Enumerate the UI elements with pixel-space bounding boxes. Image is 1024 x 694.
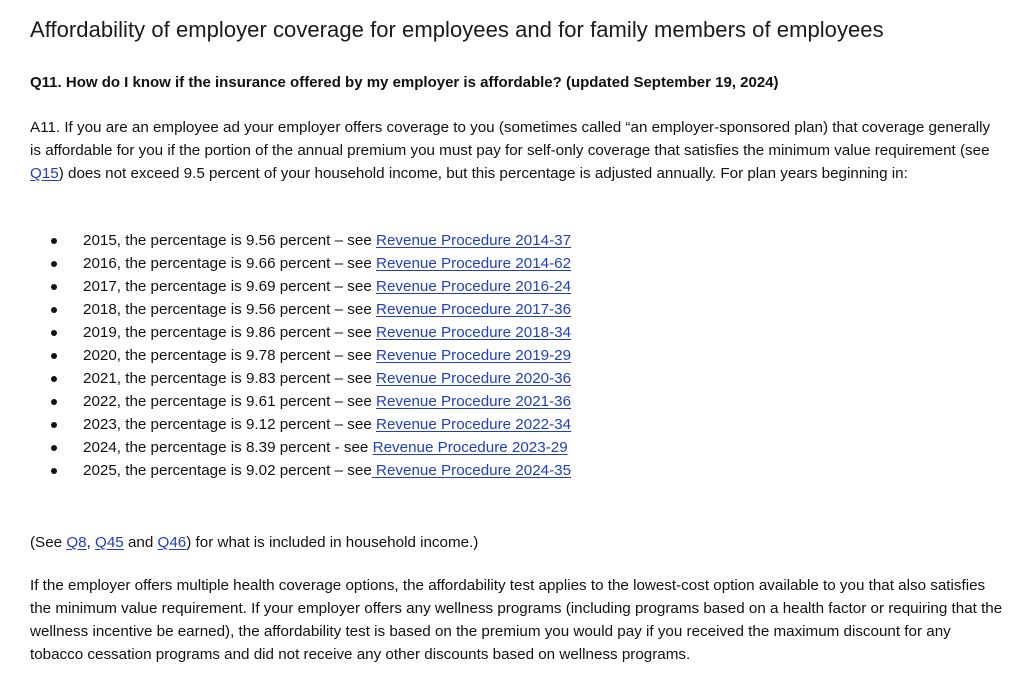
- list-item-text: 2021, the percentage is 9.83 percent – see: [83, 370, 376, 387]
- percentage-by-year-list: [30, 229, 571, 482]
- list-item: [30, 298, 571, 321]
- list-item-text: 2018, the percentage is 9.56 percent – see: [83, 301, 376, 318]
- list-item-text: 2017, the percentage is 9.69 percent – see: [83, 278, 376, 295]
- revenue-procedure-link[interactable]: Revenue Procedure 2016-24: [376, 278, 572, 295]
- q8-link[interactable]: Q8: [66, 534, 87, 551]
- list-item: [30, 344, 571, 367]
- bullet-icon: [51, 353, 57, 359]
- bullet-icon: [51, 376, 57, 382]
- list-item: [30, 252, 571, 275]
- bullet-icon: [51, 422, 57, 428]
- bullet-icon: [51, 307, 57, 313]
- question-heading: Q11. How do I know if the insurance offered by my employer is affordable? (updated September 19, 2024): [30, 74, 779, 91]
- list-item-text: 2020, the percentage is 9.78 percent – see: [83, 347, 376, 364]
- see-also-sep2: and: [123, 534, 158, 551]
- revenue-procedure-link[interactable]: Revenue Procedure 2021-36: [376, 393, 572, 410]
- bullet-icon: [51, 468, 57, 474]
- page-title: Affordability of employer coverage for employees and for family members of employees: [30, 17, 884, 42]
- list-item: [30, 229, 571, 252]
- revenue-procedure-link[interactable]: Revenue Procedure 2017-36: [376, 301, 572, 318]
- list-item: [30, 367, 571, 390]
- bullet-icon: [51, 445, 57, 451]
- list-item-text: 2024, the percentage is 8.39 percent - see: [83, 439, 373, 456]
- revenue-procedure-link[interactable]: Revenue Procedure 2023-29: [372, 439, 568, 456]
- wellness-paragraph: If the employer offers multiple health coverage options, the affordability test applies to the lowest-cost option available to you that also satisfies the minimum value requirement. If your employer offers any wellness programs (including programs based on a health factor or requiring that the wellness incentive be earned), the affordability test is based on the premium you would pay if you received the maximum discount for any tobacco cessation programs and did not receive any other discounts based on wellness programs.: [30, 577, 1003, 663]
- bullet-icon: [51, 330, 57, 336]
- list-item: [30, 321, 571, 344]
- list-item: [30, 413, 571, 436]
- list-item: [30, 436, 571, 459]
- list-item-text: 2015, the percentage is 9.56 percent – see: [83, 232, 376, 249]
- revenue-procedure-link[interactable]: Revenue Procedure 2018-34: [376, 324, 572, 341]
- list-item-text: 2023, the percentage is 9.12 percent – see: [83, 416, 376, 433]
- see-also-open: (See: [30, 534, 67, 551]
- q46-link[interactable]: Q46: [157, 534, 187, 551]
- revenue-procedure-link[interactable]: Revenue Procedure 2024-35: [371, 462, 572, 479]
- q45-link[interactable]: Q45: [95, 534, 124, 551]
- see-also-close: ) for what is included in household income.): [186, 534, 479, 551]
- revenue-procedure-link[interactable]: Revenue Procedure 2022-34: [376, 416, 572, 433]
- bullet-icon: [51, 238, 57, 244]
- list-item-text: 2025, the percentage is 9.02 percent – see: [83, 462, 372, 479]
- bullet-icon: [51, 284, 57, 290]
- answer-intro-paragraph: [30, 116, 1005, 185]
- list-item-text: 2019, the percentage is 9.86 percent – see: [83, 324, 376, 341]
- list-item: [30, 275, 571, 298]
- list-item: [30, 459, 571, 482]
- bullet-icon: [51, 261, 57, 267]
- revenue-procedure-link[interactable]: Revenue Procedure 2014-37: [376, 232, 572, 249]
- list-item-text: 2022, the percentage is 9.61 percent – see: [83, 393, 376, 410]
- answer-intro-text-a: A11. If you are an employee ad your employer offers coverage to you (sometimes called “an employer-sponsored plan) that coverage generally is affordable for you if the portion of the annual premium you must pay for self-only coverage that satisfies the minimum value requirement (see: [30, 119, 991, 159]
- see-also-sep1: ,: [86, 534, 96, 551]
- revenue-procedure-link[interactable]: Revenue Procedure 2020-36: [376, 370, 572, 387]
- q15-link[interactable]: Q15: [30, 165, 59, 182]
- bullet-icon: [51, 399, 57, 405]
- list-item: [30, 390, 571, 413]
- answer-intro-text-b: ) does not exceed 9.5 percent of your household income, but this percentage is adjusted annually. For plan years beginning in:: [58, 165, 908, 182]
- revenue-procedure-link[interactable]: Revenue Procedure 2014-62: [376, 255, 572, 272]
- list-item-text: 2016, the percentage is 9.66 percent – see: [83, 255, 376, 272]
- see-also-paragraph: [30, 531, 1005, 554]
- revenue-procedure-link[interactable]: Revenue Procedure 2019-29: [376, 347, 572, 364]
